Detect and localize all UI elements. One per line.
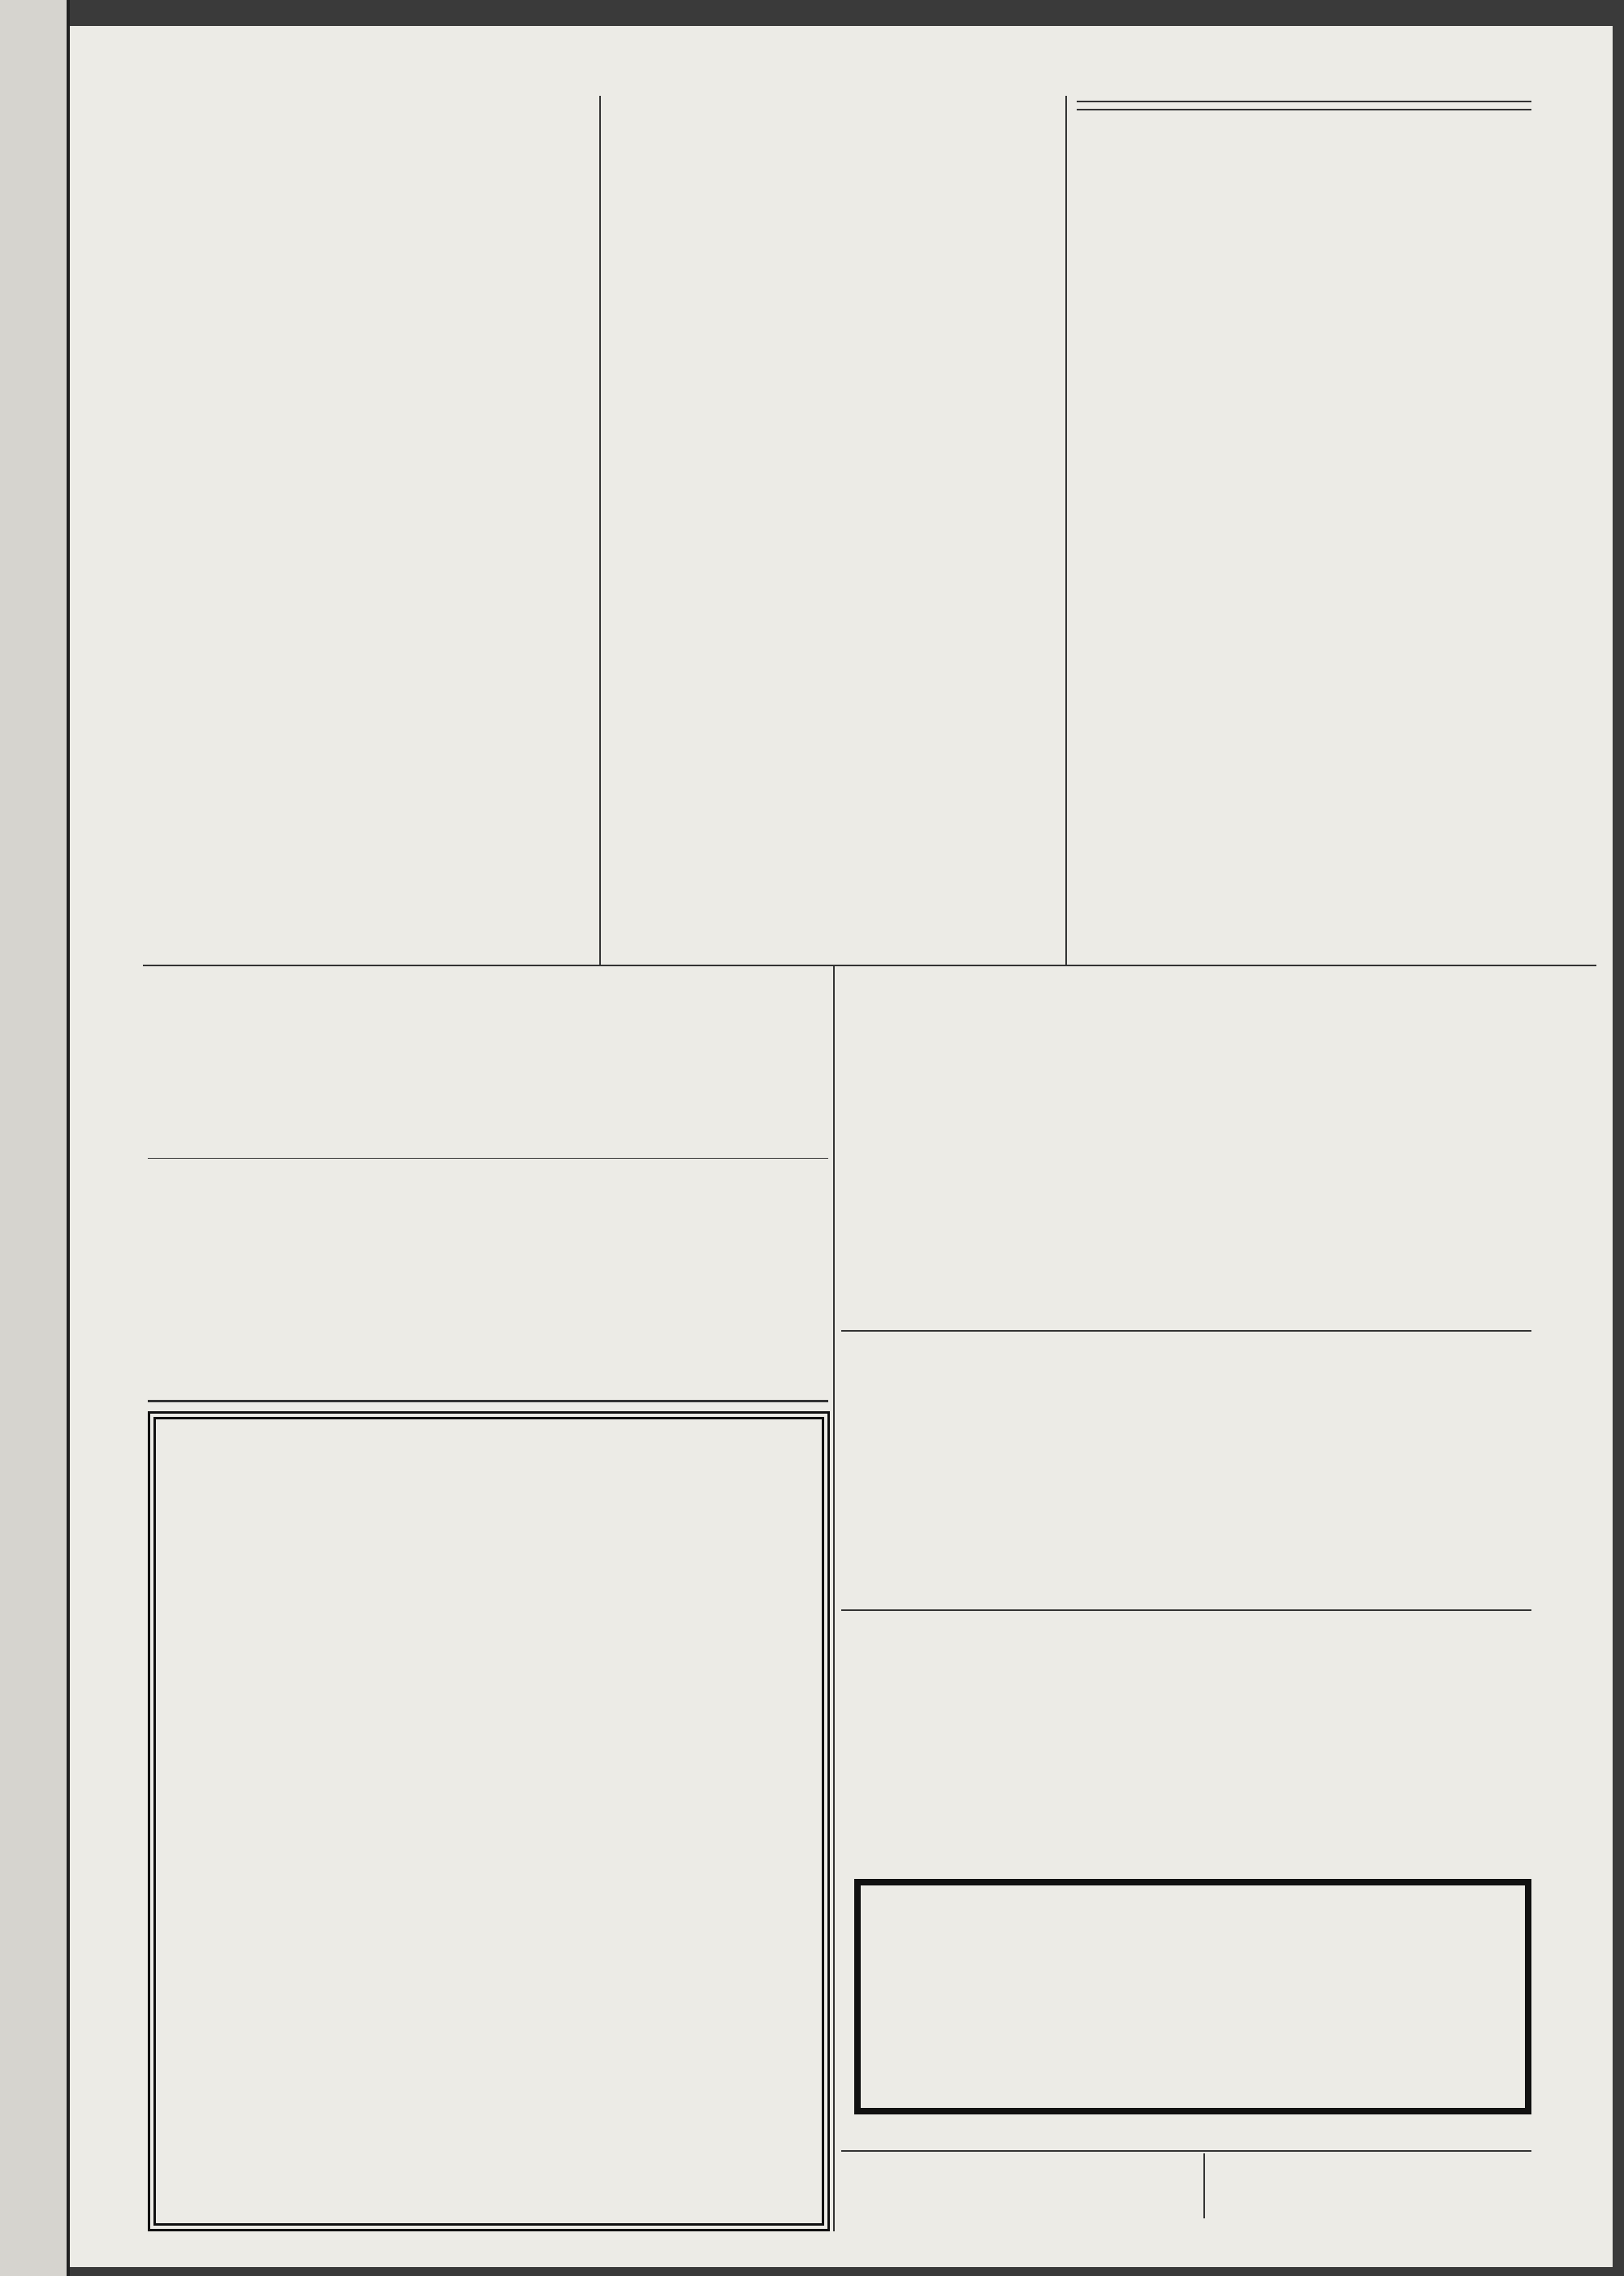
ad-divider [841,2150,1531,2152]
ads-top-rule [143,965,1596,966]
ads-center-divider [833,965,835,2231]
ad-lager-box [148,1411,830,2231]
ad-divider [841,1609,1531,1611]
page-gutter [0,0,70,2276]
newspaper-page [70,26,1613,2267]
ad-divider [148,1400,828,1402]
ad-nebenverdienst-box [854,1879,1531,2114]
article-column-1 [174,93,596,94]
ad-creditanstalt [148,1163,828,1164]
column-divider [599,96,601,965]
ad-versammlung [148,968,828,970]
section-rule [1077,109,1531,110]
ad-suedbahn [841,968,1531,974]
ad-divider-vertical [1203,2153,1205,2218]
section-rule [1077,101,1531,102]
ad-divider [148,1158,828,1159]
column-divider [1065,96,1067,965]
ad-divider [841,1330,1531,1332]
article-column-3 [1077,97,1531,114]
